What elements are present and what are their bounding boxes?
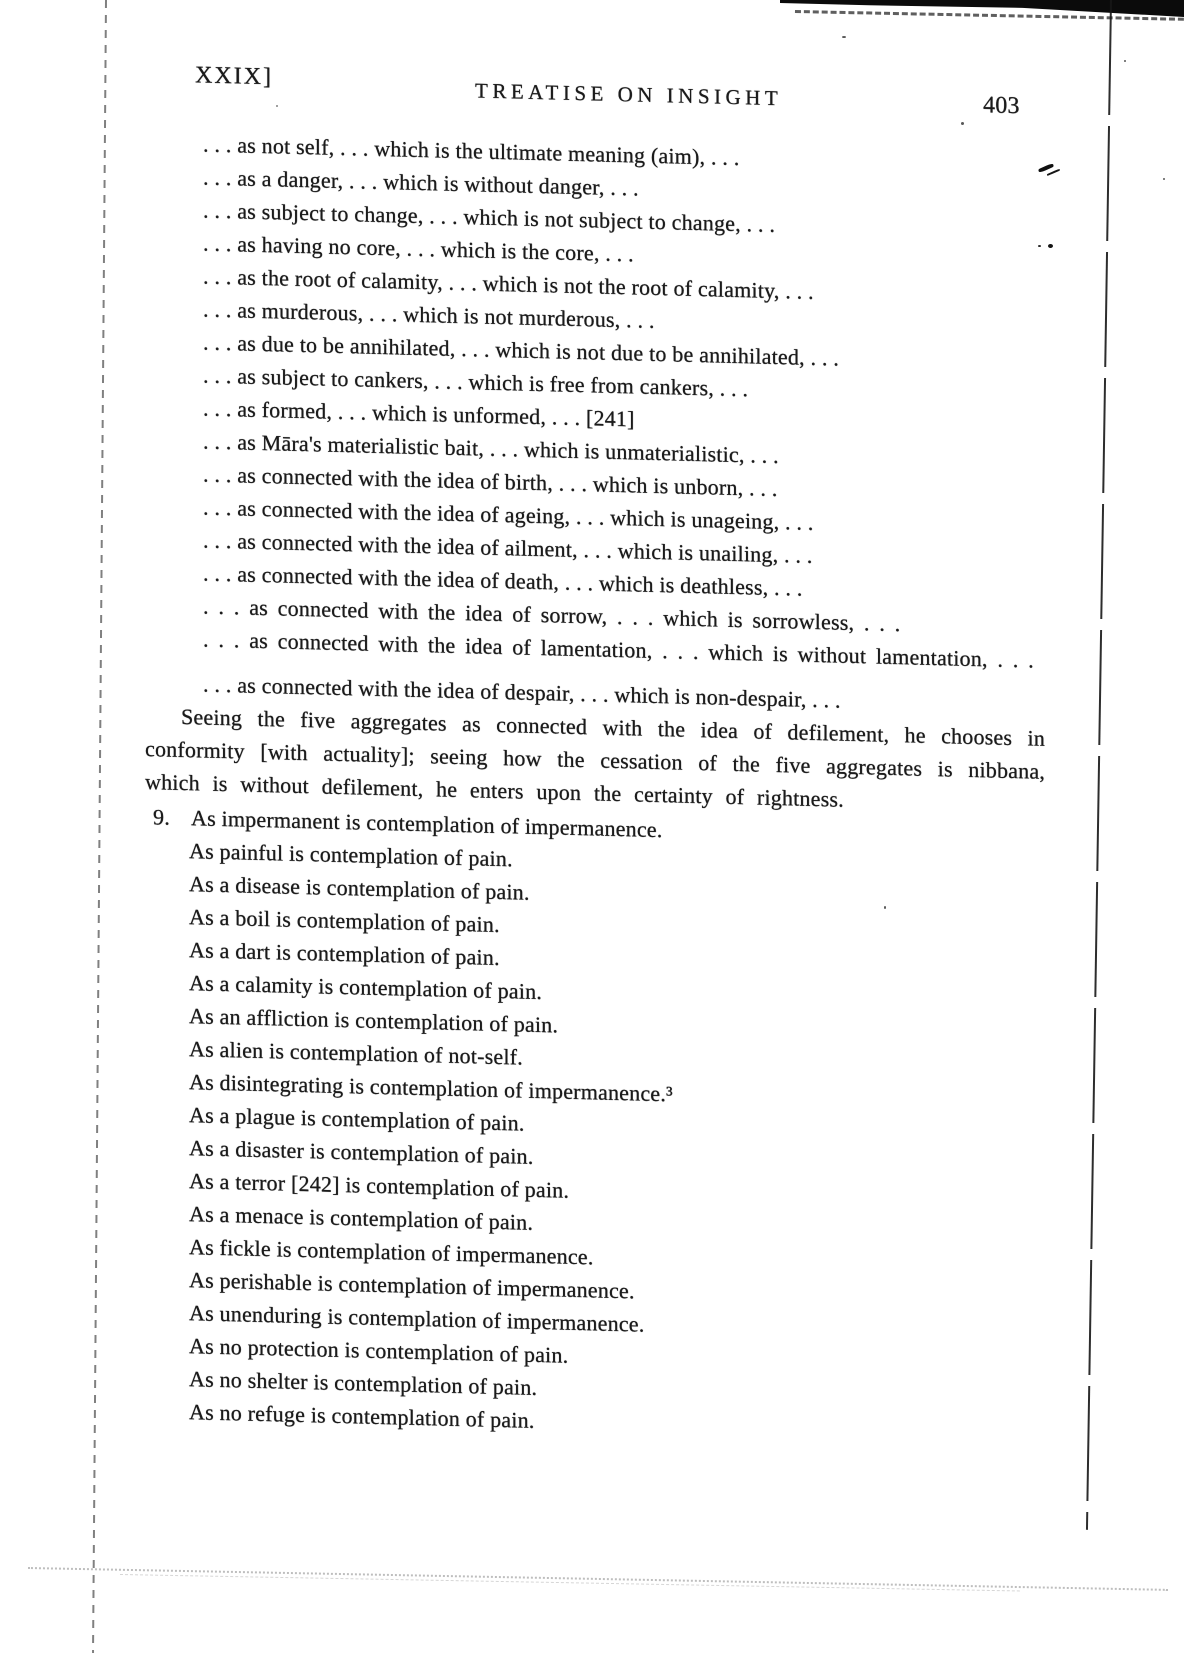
text-line: . . . as formed, . . . which is unformed, . . . [241] bbox=[203, 395, 635, 432]
text-line: . . . as subject to change, . . . which is not subject to change, . . . bbox=[203, 197, 776, 237]
text-line: . . . as connected with the idea of birth, . . . which is unborn, . . . bbox=[203, 461, 778, 502]
scan-margin-line-right bbox=[1086, 0, 1112, 1530]
text-line: . . . as subject to cankers, . . . which is free from cankers, . . . bbox=[203, 362, 749, 402]
text-line: As a menace is contemplation of pain. bbox=[189, 1201, 534, 1235]
text-line: As fickle is contemplation of impermanence. bbox=[189, 1234, 594, 1270]
scan-margin-line-left bbox=[92, 0, 107, 1653]
text-line: . . . as not self, . . . which is the ultimate meaning (aim), . . . bbox=[203, 131, 740, 171]
text-line: As perishable is contemplation of impermanence. bbox=[189, 1267, 635, 1304]
running-title: TREATISE ON INSIGHT bbox=[475, 78, 783, 111]
text-line: . . . as a danger, . . . which is without danger, . . . bbox=[203, 164, 639, 201]
text-line: As painful is contemplation of pain. bbox=[189, 838, 513, 872]
text-line: As a plague is contemplation of pain. bbox=[189, 1102, 525, 1136]
text-line: As a calamity is contemplation of pain. bbox=[189, 970, 542, 1005]
scan-edge-fray bbox=[795, 10, 1184, 21]
text-line: . . . as connected with the idea of despair, . . . which is non-despair, . . . bbox=[203, 671, 841, 713]
contemplation-line-list bbox=[145, 833, 1045, 1450]
ink-speck bbox=[1163, 178, 1165, 180]
text-line: . . . as connected with the idea of ageing, . . . which is unageing, . . . bbox=[203, 494, 814, 535]
text-line: . . . as the root of calamity, . . . which is not the root of calamity, . . . bbox=[203, 263, 814, 304]
text-line: As unenduring is contemplation of impermanence. bbox=[189, 1300, 645, 1337]
text-line: . . . as connected with the idea of death, . . . which is deathless, . . . bbox=[203, 560, 803, 601]
page-number: 403 bbox=[983, 92, 1020, 120]
text-line: As a disaster is contemplation of pain. bbox=[189, 1135, 534, 1169]
text-line: As alien is contemplation of not-self. bbox=[189, 1036, 523, 1070]
chapter-marker: XXIX] bbox=[195, 62, 273, 91]
ink-speck bbox=[842, 36, 846, 38]
text-line: As an affliction is contemplation of pain. bbox=[189, 1003, 559, 1038]
text-line: . . . as murderous, . . . which is not murderous, . . . bbox=[203, 296, 655, 333]
text-line: As a disease is contemplation of pain. bbox=[189, 871, 530, 905]
ink-speck bbox=[1124, 60, 1126, 62]
scan-speckle-line bbox=[28, 1567, 1168, 1591]
text-line: . . . as due to be annihilated, . . . which is not due to be annihilated, . . . bbox=[203, 329, 839, 371]
text-line: . . . as having no core, . . . which is the core, . . . bbox=[203, 230, 634, 267]
text-line: As disintegrating is contemplation of impermanence.³ bbox=[189, 1069, 673, 1107]
paragraph: Seeing the five aggregates as connected with the idea of defilement, he chooses in conformity [with actuality]; seeing how the cessation of the five aggregates is nibbana, which is without defilement, he enters upon the certainty of rightness. bbox=[145, 703, 1045, 812]
text-line: . . . as connected with the idea of ailment, . . . which is unailing, . . . bbox=[203, 527, 813, 568]
ink-mark bbox=[1048, 244, 1053, 248]
page-body bbox=[145, 55, 1045, 1450]
ellipsis-line-list bbox=[145, 126, 1045, 611]
section-number: 9. bbox=[153, 804, 170, 830]
text-line: As a terror [242] is contemplation of pain. bbox=[189, 1168, 570, 1203]
text-line: As impermanent is contemplation of impermanence. bbox=[191, 805, 663, 843]
text-line: As a dart is contemplation of pain. bbox=[189, 937, 500, 970]
text-line: As no refuge is contemplation of pain. bbox=[189, 1399, 535, 1433]
text-line: . . . as Māra's materialistic bait, . . . which is unmaterialistic, . . . bbox=[203, 428, 779, 469]
page bbox=[145, 55, 1045, 1450]
scan-edge-strip bbox=[780, 0, 1184, 17]
text-line: As a boil is contemplation of pain. bbox=[189, 904, 500, 937]
text-line: . . . as connected with the idea of lamentation, . . . which is without lamentation, . . . bbox=[203, 626, 1034, 673]
text-line: As no protection is contemplation of pain. bbox=[189, 1333, 569, 1368]
text-line: . . . as connected with the idea of sorrow, . . . which is sorrowless, . . . bbox=[203, 593, 901, 637]
scan-speckle-line bbox=[120, 1574, 1020, 1591]
text-line: As no shelter is contemplation of pain. bbox=[189, 1366, 538, 1400]
